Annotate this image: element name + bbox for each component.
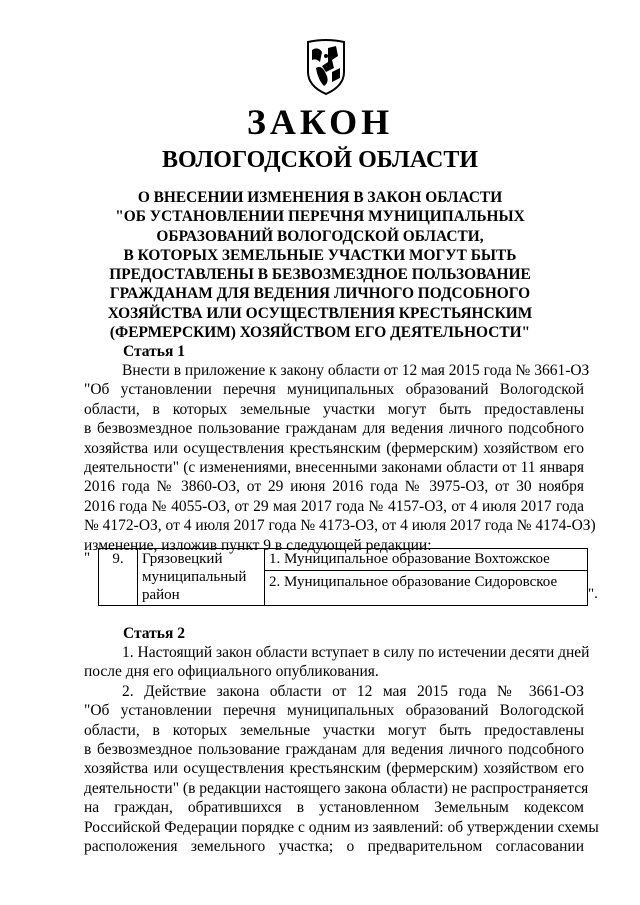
text-line: Внести в приложение к закону области от 12 мая 2015 года № 3661-ОЗ: [122, 362, 590, 379]
law-title: ЗАКОН: [246, 102, 394, 142]
subtitle-line: ПРЕДОСТАВЛЕНЫ В БЕЗВОЗМЕЗДНОЕ ПОЛЬЗОВАНИЕ: [109, 266, 531, 284]
text-line: 2016 года № 3860-ОЗ, от 29 июня 2016 года № 3975-ОЗ, от 30 ноября: [84, 478, 584, 496]
coat-of-arms-icon: [302, 38, 350, 96]
text-line: области, в которых земельные участки могут быть предоставлены: [84, 721, 584, 739]
text-line: в безвозмездное пользование гражданам для ведения личного подсобного: [84, 420, 584, 438]
text-line: области, в которых земельные участки могут быть предоставлены: [84, 400, 584, 418]
text-line: хозяйства или осуществления крестьянским (фермерским) хозяйством его: [84, 760, 584, 778]
subtitle-line: В КОТОРЫХ ЗЕМЕЛЬНЫЕ УЧАСТКИ МОГУТ БЫТЬ: [123, 246, 517, 264]
text-line: 2016 года № 4055-ОЗ, от 29 мая 2017 года № 4157-ОЗ, от 4 июля 2017 года: [84, 497, 584, 515]
text-line: Российской Федерации порядке с одним из заявлений: об утверждении схемы: [84, 818, 599, 836]
district-cell: [138, 549, 265, 606]
text-line: 1. Настоящий закон области вступает в силу по истечении десяти дней: [122, 644, 590, 661]
subtitle-line: О ВНЕСЕНИИ ИЗМЕНЕНИЯ В ЗАКОН ОБЛАСТИ: [137, 189, 503, 206]
district-line: Грязовецкий: [142, 551, 223, 567]
municipality-item: 1. Муниципальное образование Вохтожское: [269, 551, 550, 567]
subtitle-line: ГРАЖДАНАМ ДЛЯ ВЕДЕНИЯ ЛИЧНОГО ПОДСОБНОГО: [109, 285, 531, 303]
close-quote: ".: [588, 586, 598, 602]
subtitle-line: ХОЗЯЙСТВА ИЛИ ОСУЩЕСТВЛЕНИЯ КРЕСТЬЯНСКИМ: [107, 304, 533, 322]
open-quote: ": [84, 550, 91, 566]
text-line: на граждан, обратившихся в установленном Земельным кодексом: [84, 799, 584, 817]
district-line: муниципальный: [142, 569, 247, 585]
text-line: "Об установлении перечня муниципальных образований Вологодской: [84, 702, 584, 720]
subtitle-line: ОБРАЗОВАНИЙ ВОЛОГОДСКОЙ ОБЛАСТИ,: [156, 227, 484, 245]
article-2-text: [84, 643, 599, 856]
amendment-table-block: [84, 548, 600, 610]
district-line: район: [142, 587, 180, 603]
region-title: ВОЛОГОДСКОЙ ОБЛАСТИ: [161, 147, 479, 173]
municipality-item: 2. Муниципальное образование Сидоровское: [265, 570, 587, 591]
subtitle-line: "ОБ УСТАНОВЛЕНИИ ПЕРЕЧНЯ МУНИЦИПАЛЬНЫХ: [115, 208, 525, 226]
text-line: 2. Действие закона области от 12 мая 2015 года № 3661-ОЗ: [122, 682, 584, 700]
text-line: после дня его официального опубликования.: [84, 663, 379, 681]
text-line: хозяйства или осуществления крестьянским (фермерским) хозяйством его: [84, 439, 584, 457]
text-line: "Об установлении перечня муниципальных образований Вологодской: [84, 381, 584, 399]
subtitle-line: (ФЕРМЕРСКИМ) ХОЗЯЙСТВОМ ЕГО ДЕЯТЕЛЬНОСТИ": [109, 324, 531, 342]
article-1-text: [84, 361, 596, 555]
text-line: № 4172-ОЗ, от 4 июля 2017 года № 4173-ОЗ, от 4 июля 2017 года № 4174-ОЗ): [84, 517, 596, 535]
text-line: изменение, изложив пункт 9 в следующей редакции:: [84, 536, 432, 554]
text-line: в безвозмездное пользование гражданам для ведения личного подсобного: [84, 741, 584, 759]
text-line: расположения земельного участка; о предварительном согласовании: [84, 838, 584, 856]
text-line: деятельности" (в редакции настоящего закона области) не распространяется: [84, 779, 589, 797]
amendment-table: [98, 548, 588, 606]
law-subtitle: [90, 188, 550, 342]
text-line: деятельности" (с изменениями, внесенными законами области от 11 января: [84, 459, 584, 477]
article-2-heading: Статья 2: [123, 625, 185, 642]
municipalities-cell: [265, 549, 588, 606]
table-row: [99, 549, 588, 606]
row-number: 9.: [99, 549, 138, 606]
article-1-heading: Статья 1: [123, 343, 185, 360]
